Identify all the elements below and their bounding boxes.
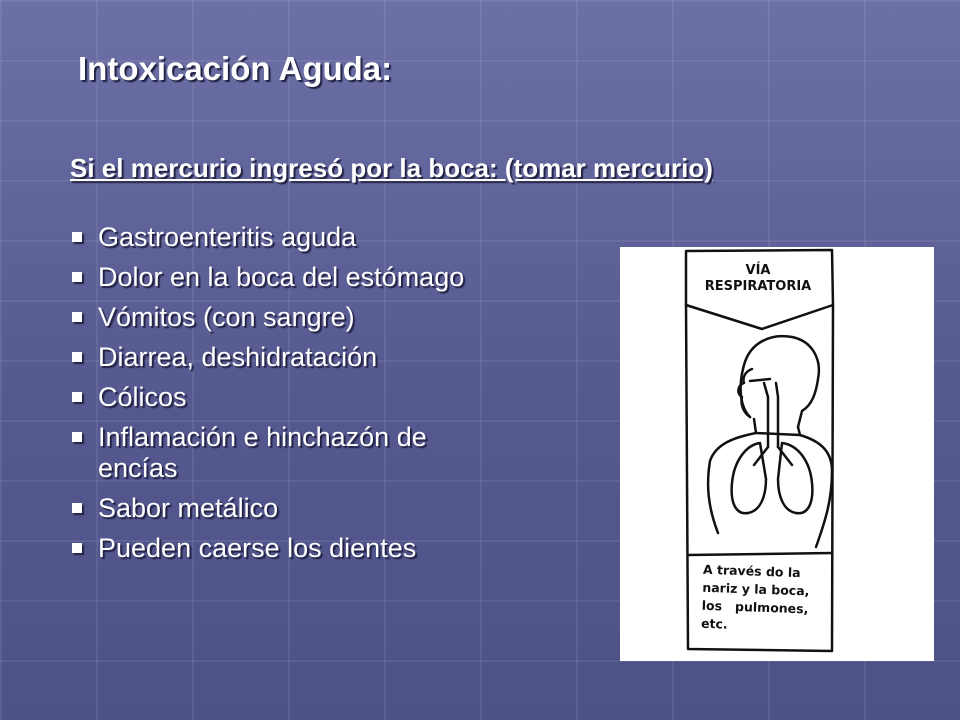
list-item-text: Dolor en la boca del estómago <box>98 262 465 292</box>
figure-caption-line: los pulmones, <box>701 597 809 617</box>
square-bullet-icon <box>72 543 82 553</box>
list-item <box>70 493 490 524</box>
list-item-text: Cólicos <box>98 382 187 412</box>
bronchi <box>754 447 792 465</box>
caption-divider <box>688 553 832 555</box>
list-item-text: Gastroenteritis aguda <box>98 222 357 252</box>
square-bullet-icon <box>72 503 82 513</box>
trachea <box>764 383 778 447</box>
figure-label-line: VÍA <box>745 263 771 278</box>
list-item <box>70 222 490 253</box>
list-item-text: Vómitos (con sangre) <box>98 302 355 332</box>
list-item <box>70 382 490 413</box>
list-item <box>70 533 490 564</box>
list-item <box>70 262 490 293</box>
list-item-text: Diarrea, deshidratación <box>98 342 378 372</box>
figure-label <box>698 263 818 295</box>
list-item-text: Sabor metálico <box>98 493 279 523</box>
list-item <box>70 422 490 484</box>
figure-label-line: RESPIRATORIA <box>704 279 812 294</box>
figure-caption-line: nariz y la boca, <box>702 579 810 599</box>
figure-caption <box>701 561 833 637</box>
list-item-text: Inflamación e hinchazón de encías <box>98 422 427 483</box>
list-item <box>70 302 490 333</box>
square-bullet-icon <box>72 392 82 402</box>
square-bullet-icon <box>72 272 82 282</box>
bullet-list <box>70 222 490 573</box>
slide-subtitle: Si el mercurio ingresó por la boca: (tomar mercurio) <box>70 153 713 183</box>
respiratory-illustration <box>620 247 934 661</box>
figure-caption-line: etc. <box>700 615 728 632</box>
torso-outline <box>708 419 832 547</box>
square-bullet-icon <box>72 432 82 442</box>
square-bullet-icon <box>72 312 82 322</box>
figure-caption-line: A través do la <box>702 561 801 581</box>
slide-title: Intoxicación Aguda: <box>78 50 393 87</box>
left-lung <box>732 443 766 513</box>
square-bullet-icon <box>72 352 82 362</box>
list-item <box>70 342 490 373</box>
square-bullet-icon <box>72 232 82 242</box>
list-item-text: Pueden caerse los dientes <box>98 533 417 563</box>
nose-passage <box>750 379 770 381</box>
